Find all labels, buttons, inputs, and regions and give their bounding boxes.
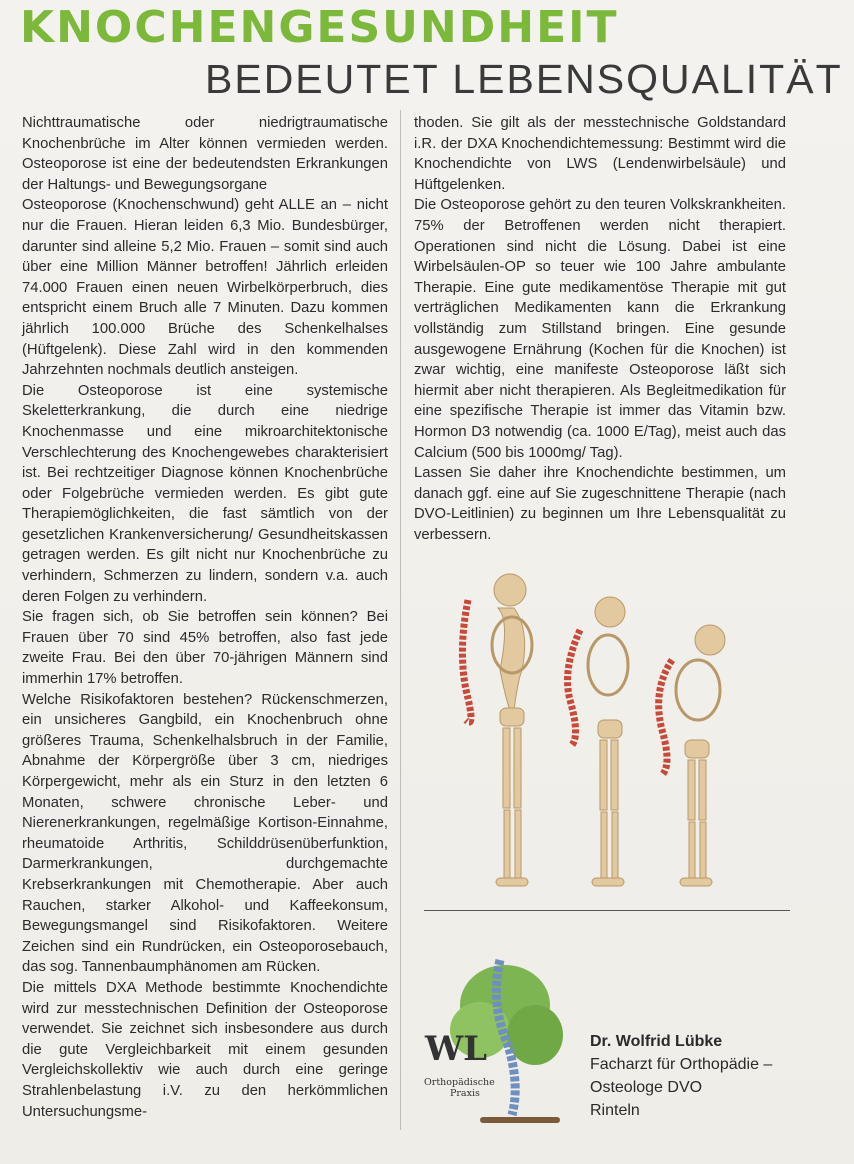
paragraph: Lassen Sie daher ihre Knochendichte bestimmen, um danach ggf. eine auf Sie zugeschnittene Therapie (nach DVO-Leitlinien) zu beginnen um Ihre Lebensqualität zu verbessern. [414,465,786,543]
doctor-name: Dr. Wolfrid Lübke [590,1033,723,1050]
paragraph: Die Osteoporose ist eine systemische Skeletterkrankung, die durch eine niedrige Knochenmasse und eine mikroarchitektonische Verschlechterung des Knochengewebes charakterisiert ist. Bei rechtzeitiger Diagnose können Knochenbrüche oder Folgebrüche vermieden werden. Es gibt gute Therapiemöglichkeiten, die fast sämtlich von der gesetzlichen Krankenversicherung/ Gesundheitskassen getragen werden. Es gilt nicht nur Knochenbrüche zu verhindern, Schmerzen zu lindern, sondern v.a. auch deren Folgen zu verhindern. [22,382,388,605]
section-divider [424,910,790,911]
logo-initials: WL [425,1029,488,1069]
logo-caption-line2: Praxis [450,1088,480,1099]
article-subtitle: BEDEUTET LEBENSQUALITÄT [205,56,843,102]
spine-straight [462,600,471,722]
paragraph: Die Osteoporose gehört zu den teuren Volkskrankheiten. 75% der Betroffenen werden nicht therapiert. Operationen sind nicht die Lösung. Dabei ist eine Wirbelsäulen-OP so teuer wie 100 Jahre ambulante Therapie. Eine gute medikamentöse Therapie mit gut verträglichen Medikamenten kann die Erkrankung vollständig zum Stillstand bringen. Eine gesunde ausgewogene Ernährung (Kochen für die Knochen) ist zwar wichtig, eine manifeste Osteoporose läßt sich hiermit aber nicht therapieren. Als Begleitmedikation für eine spezifische Therapie ist immer das Vitamin bzw. Hormon D3 notwendig (ca. 1000 E/Tag), meist auch das Calcium (500 bis 1000mg/ Tag). [414,197,786,461]
paragraph: Welche Risikofaktoren bestehen? Rückenschmerzen, ein unsicheres Gangbild, ein Knochenbruch ohne größeres Trauma, Schenkelhalsbruch in der Familie, Abnahme der Körpergröße über 3 cm, niedriges Körpergewicht, mehr als ein Sturz in den letzten 6 Monaten, schwere chronische Leber- und Nierenerkrankungen, regelmäßige Kortison-Einnahme, rheumatoide Arthritis, Schilddrüsenüberfunktion, Darmerkrankungen, durchgemachte Krebserkrankungen mit Chemotherapie. Aber auch Rauchen, starker Alkohol- und Kaffeekonsum, Bewegungsmangel sind Risikofaktoren. Weitere Zeichen sind ein Rundrücken, ein Osteoporosebauch, das sog. Tannenbaumphänomen am Rücken. [22,691,388,976]
paragraph: Nichttraumatische oder niedrigtraumatische Knochenbrüche im Alter können vermieden werden. Osteoporose ist eine der bedeutendsten Erkrankungen der Haltungs- und Bewegungsorgane [22,115,388,193]
skeleton-bent-slightly [588,597,628,886]
paragraph: thoden. Sie gilt als der messtechnische Goldstandard i.R. der DXA Knochendichtemessung: Bestimmt wird die Knochendichte von LWS (Lendenwirbelsäule) und Hüftgelenken. [414,115,786,193]
spine-hunched [659,660,672,775]
doctor-city: Rinteln [590,1102,640,1119]
logo-caption-line1: Orthopädische [424,1077,495,1088]
skeleton-hunched [676,625,725,886]
skeleton-illustration [440,560,770,900]
article-title: KNOCHENGESUNDHEIT [20,2,619,53]
practice-logo [420,945,570,1130]
paragraph: Die mittels DXA Methode bestimmte Knochendichte wird zur messtechnischen Definition der Osteoporose verwendet. Sie zeichnet sich insbesondere aus durch die gute Vergleichbarkeit mit einem gesunden Vergleichskollektiv wie auch durch eine geringe Strahlenbelastung i.V. zu den herkömmlichen Untersuchungsme- [22,979,388,1120]
doctor-subtitle: Osteologe DVO [590,1079,703,1096]
paragraph: Osteoporose (Knochenschwund) geht ALLE an – nicht nur die Frauen. Hieran leiden 6,3 Mio. Bundesbürger, darunter sind alleine 5,2 Mio. Frauen – somit sind auch über eine Million Männer betroffen! Jährlich erleiden 74.000 Frauen einen neuen Wirbelkörperbruch, dies entspricht einem Bruch alle 7 Minuten. Dazu kommen jährlich 100.000 Brüche des Schenkelhalses (Hüftgelenk). Diese Zahl wird in den kommenden Jahrzehnten nochmals deutlich ansteigen. [22,197,388,379]
doctor-contact [590,1030,772,1122]
left-column [22,113,388,1122]
right-column [414,113,786,545]
ground-icon [480,1117,560,1123]
paragraph: Sie fragen sich, ob Sie betroffen sein können? Bei Frauen über 70 sind 45% betroffen, also fast jede zweite Frau. Bei den über 70-jährigen Männern sind immerhin 17% betroffen. [22,609,388,688]
column-divider [400,110,401,1130]
doctor-title: Facharzt für Orthopädie – [590,1056,773,1073]
spine-curved [568,630,580,745]
skeleton-upright [492,574,532,886]
